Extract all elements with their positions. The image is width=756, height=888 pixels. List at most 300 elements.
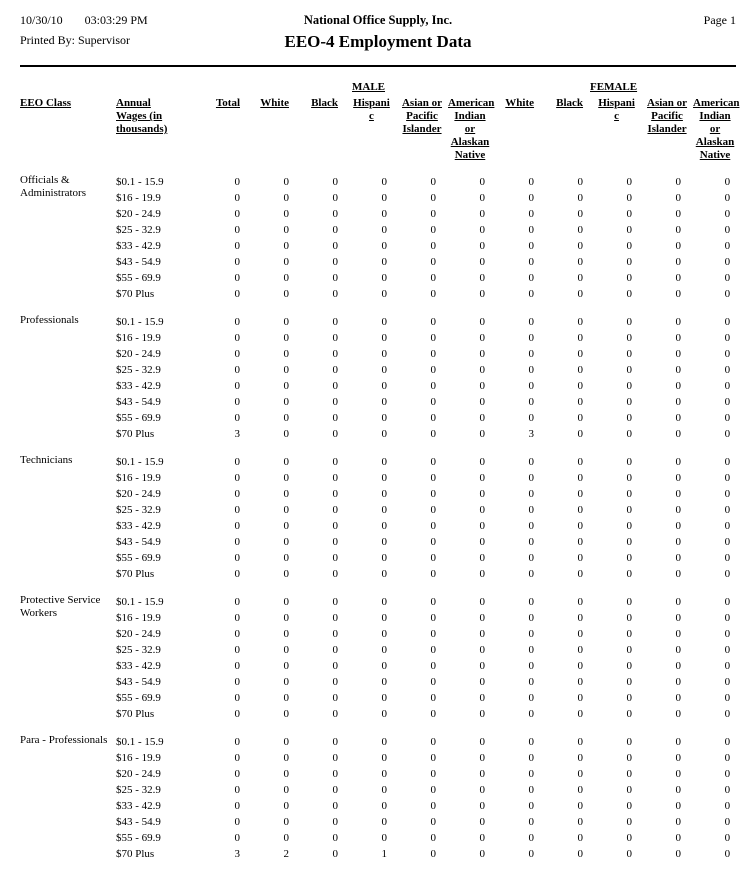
wage-band-cell: $33 - 42.9 [116, 520, 161, 532]
table-row [20, 782, 736, 798]
value-cell: 0 [479, 520, 486, 532]
value-cell: 0 [528, 364, 535, 376]
value-cell: 0 [283, 612, 289, 624]
value-cell: 0 [283, 208, 289, 220]
value-cell: 0 [430, 348, 436, 360]
eeo-class-cell: Technicians [20, 454, 73, 466]
value-cell: 0 [675, 332, 682, 344]
value-cell: 2 [283, 848, 289, 860]
value-cell: 0 [332, 536, 338, 548]
value-cell: 0 [332, 660, 338, 672]
value-cell: 0 [577, 428, 584, 440]
value-cell: 0 [283, 832, 289, 844]
value-cell: 0 [528, 752, 535, 764]
eeo-class-cell [20, 814, 116, 830]
value-cell: 0 [479, 348, 486, 360]
male-asian-pacific-header-label: Asian or Pacific Islander [401, 97, 443, 135]
value-cell: 0 [479, 536, 486, 548]
wage-band-cell: $70 Plus [116, 848, 155, 860]
value-cell: 0 [283, 536, 289, 548]
wage-band-cell: $55 - 69.9 [116, 552, 161, 564]
value-cell: 0 [675, 224, 682, 236]
value-cell: 0 [577, 644, 584, 656]
value-cell: 0 [381, 472, 387, 484]
wage-band-cell: $70 Plus [116, 428, 155, 440]
value-cell: 0 [724, 752, 731, 764]
value-cell: 0 [577, 316, 584, 328]
print-date: 10/30/10 [20, 13, 63, 27]
value-cell: 0 [724, 256, 731, 268]
value-cell: 0 [479, 396, 486, 408]
value-cell: 0 [332, 504, 338, 516]
value-cell: 0 [234, 472, 240, 484]
value-cell: 0 [430, 596, 436, 608]
value-cell: 0 [724, 316, 731, 328]
group-header-spacer [20, 81, 246, 97]
value-cell: 0 [675, 552, 682, 564]
value-cell: 0 [724, 612, 731, 624]
table-row [20, 642, 736, 658]
value-cell: 0 [234, 536, 240, 548]
value-cell: 0 [577, 380, 584, 392]
value-cell: 0 [626, 488, 633, 500]
value-cell: 0 [430, 676, 436, 688]
value-cell: 0 [283, 784, 289, 796]
value-cell: 0 [283, 192, 289, 204]
col-header-female-white [491, 97, 540, 174]
table-row [20, 722, 736, 750]
value-cell: 0 [724, 768, 731, 780]
value-cell: 0 [283, 660, 289, 672]
value-cell: 0 [234, 456, 240, 468]
value-cell: 0 [479, 316, 486, 328]
value-cell: 0 [724, 240, 731, 252]
value-cell: 0 [381, 816, 387, 828]
value-cell: 0 [479, 364, 486, 376]
value-cell: 0 [577, 272, 584, 284]
value-cell: 0 [332, 784, 338, 796]
value-cell: 0 [724, 332, 731, 344]
value-cell: 0 [332, 628, 338, 640]
value-cell: 0 [283, 628, 289, 640]
table-row [20, 222, 736, 238]
eeo-class-cell [20, 782, 116, 798]
value-cell: 0 [675, 752, 682, 764]
value-cell: 0 [675, 192, 682, 204]
female-group-label: FEMALE [590, 81, 638, 93]
value-cell: 0 [724, 488, 731, 500]
value-cell: 0 [283, 752, 289, 764]
value-cell: 0 [479, 176, 486, 188]
value-cell: 0 [528, 832, 535, 844]
wage-band-cell: $20 - 24.9 [116, 488, 161, 500]
value-cell: 0 [283, 504, 289, 516]
value-cell: 0 [479, 832, 486, 844]
value-cell: 0 [724, 784, 731, 796]
value-cell: 0 [479, 708, 486, 720]
table-row [20, 534, 736, 550]
value-cell: 0 [430, 708, 436, 720]
value-cell: 0 [381, 628, 387, 640]
value-cell: 0 [577, 208, 584, 220]
value-cell: 0 [479, 596, 486, 608]
value-cell: 0 [283, 676, 289, 688]
value-cell: 0 [381, 380, 387, 392]
value-cell: 0 [430, 752, 436, 764]
value-cell: 0 [675, 848, 682, 860]
value-cell: 0 [675, 536, 682, 548]
value-cell: 0 [675, 364, 682, 376]
value-cell: 0 [332, 240, 338, 252]
table-row [20, 330, 736, 346]
value-cell: 0 [332, 596, 338, 608]
value-cell: 0 [479, 552, 486, 564]
value-cell: 0 [528, 288, 535, 300]
value-cell: 0 [724, 832, 731, 844]
value-cell: 0 [626, 364, 633, 376]
value-cell: 0 [528, 692, 535, 704]
value-cell: 0 [577, 288, 584, 300]
eeo-class-cell [20, 378, 116, 394]
gender-group-header-row [20, 81, 736, 97]
wage-band-cell: $70 Plus [116, 288, 155, 300]
value-cell: 0 [479, 644, 486, 656]
value-cell: 0 [626, 800, 633, 812]
table-row [20, 270, 736, 286]
value-cell: 0 [724, 552, 731, 564]
value-cell: 0 [234, 176, 240, 188]
value-cell: 0 [381, 768, 387, 780]
value-cell: 0 [528, 768, 535, 780]
value-cell: 0 [577, 192, 584, 204]
col-header-annual-wages [116, 97, 204, 174]
value-cell: 0 [528, 848, 535, 860]
value-cell: 0 [234, 240, 240, 252]
value-cell: 0 [675, 208, 682, 220]
value-cell: 0 [381, 192, 387, 204]
value-cell: 0 [626, 832, 633, 844]
value-cell: 0 [430, 192, 436, 204]
value-cell: 0 [234, 660, 240, 672]
value-cell: 0 [479, 568, 486, 580]
table-row [20, 238, 736, 254]
eeo-class-cell [20, 766, 116, 782]
wage-band-cell: $0.1 - 15.9 [116, 736, 164, 748]
value-cell: 0 [528, 176, 535, 188]
value-cell: 0 [381, 644, 387, 656]
value-cell: 0 [626, 240, 633, 252]
eeo-class-cell [20, 426, 116, 442]
eeo-class-cell: Officials & Administrators [20, 174, 86, 199]
value-cell: 0 [724, 224, 731, 236]
value-cell: 0 [577, 412, 584, 424]
eeo-class-cell [20, 206, 116, 222]
value-cell: 0 [479, 612, 486, 624]
eeo-class-cell [20, 346, 116, 362]
value-cell: 0 [528, 504, 535, 516]
value-cell: 0 [479, 692, 486, 704]
value-cell: 0 [528, 316, 535, 328]
female-asian-pacific-header-label: Asian or Pacific Islander [647, 97, 688, 135]
col-header-total [204, 97, 246, 174]
value-cell: 0 [234, 504, 240, 516]
col-header-male-asian-pacific [393, 97, 442, 174]
eeo-class-cell: Para - Professionals [20, 734, 108, 746]
wage-band-cell: $0.1 - 15.9 [116, 456, 164, 468]
value-cell: 0 [332, 348, 338, 360]
value-cell: 0 [283, 240, 289, 252]
eeo-class-cell [20, 330, 116, 346]
value-cell: 0 [626, 316, 633, 328]
value-cell: 0 [528, 208, 535, 220]
eeo-class-cell [20, 270, 116, 286]
value-cell: 0 [381, 784, 387, 796]
value-cell: 0 [479, 676, 486, 688]
value-cell: 0 [675, 800, 682, 812]
value-cell: 0 [577, 832, 584, 844]
wage-band-cell: $20 - 24.9 [116, 628, 161, 640]
value-cell: 0 [234, 288, 240, 300]
value-cell: 0 [234, 552, 240, 564]
male-group-header [246, 81, 491, 97]
value-cell: 0 [528, 256, 535, 268]
value-cell: 0 [577, 552, 584, 564]
value-cell: 0 [381, 288, 387, 300]
value-cell: 0 [479, 800, 486, 812]
value-cell: 0 [234, 488, 240, 500]
value-cell: 0 [430, 568, 436, 580]
report-title: EEO-4 Employment Data [284, 32, 472, 51]
value-cell: 0 [626, 472, 633, 484]
value-cell: 0 [724, 176, 731, 188]
eeo-class-cell [20, 550, 116, 566]
value-cell: 0 [332, 832, 338, 844]
eeo-class-cell [20, 750, 116, 766]
value-cell: 0 [577, 708, 584, 720]
value-cell: 0 [724, 208, 731, 220]
value-cell: 0 [577, 816, 584, 828]
eeo-class-cell [20, 518, 116, 534]
value-cell: 0 [234, 348, 240, 360]
value-cell: 0 [430, 536, 436, 548]
value-cell: 0 [626, 628, 633, 640]
value-cell: 0 [626, 596, 633, 608]
wage-band-cell: $55 - 69.9 [116, 412, 161, 424]
value-cell: 0 [430, 520, 436, 532]
value-cell: 0 [626, 848, 633, 860]
value-cell: 0 [528, 536, 535, 548]
value-cell: 0 [430, 380, 436, 392]
value-cell: 0 [430, 364, 436, 376]
value-cell: 0 [577, 488, 584, 500]
col-header-eeo-class [20, 97, 116, 174]
eeo-class-cell [20, 502, 116, 518]
value-cell: 0 [724, 596, 731, 608]
value-cell: 0 [381, 224, 387, 236]
value-cell: 0 [479, 256, 486, 268]
value-cell: 0 [430, 504, 436, 516]
value-cell: 0 [234, 412, 240, 424]
report-header [20, 12, 736, 58]
value-cell: 0 [430, 316, 436, 328]
value-cell: 0 [283, 428, 289, 440]
value-cell: 0 [675, 816, 682, 828]
value-cell: 0 [234, 256, 240, 268]
value-cell: 0 [528, 380, 535, 392]
value-cell: 0 [528, 456, 535, 468]
female-hispanic-header-label: Hispanic [598, 97, 635, 122]
value-cell: 0 [332, 800, 338, 812]
value-cell: 0 [332, 288, 338, 300]
value-cell: 0 [724, 380, 731, 392]
value-cell: 0 [528, 348, 535, 360]
value-cell: 0 [234, 596, 240, 608]
value-cell: 0 [234, 520, 240, 532]
eeo-class-header-label: EEO Class [20, 97, 72, 109]
value-cell: 0 [626, 456, 633, 468]
value-cell: 0 [234, 316, 240, 328]
col-header-female-hispanic [589, 97, 638, 174]
value-cell: 0 [332, 520, 338, 532]
value-cell: 0 [332, 692, 338, 704]
female-black-header-label: Black [556, 97, 584, 109]
value-cell: 0 [528, 472, 535, 484]
value-cell: 0 [332, 552, 338, 564]
value-cell: 0 [626, 752, 633, 764]
value-cell: 0 [430, 288, 436, 300]
wage-band-cell: $16 - 19.9 [116, 752, 161, 764]
value-cell: 0 [528, 644, 535, 656]
col-header-female-american-indian [687, 97, 740, 174]
eeo-class-cell [20, 566, 116, 582]
value-cell: 0 [479, 472, 486, 484]
wage-band-cell: $70 Plus [116, 708, 155, 720]
value-cell: 0 [479, 412, 486, 424]
value-cell: 0 [430, 800, 436, 812]
table-row [20, 750, 736, 766]
table-body [20, 174, 736, 862]
value-cell: 0 [479, 456, 486, 468]
value-cell: 0 [675, 348, 682, 360]
value-cell: 0 [283, 816, 289, 828]
value-cell: 0 [577, 676, 584, 688]
value-cell: 0 [430, 224, 436, 236]
table-row [20, 486, 736, 502]
value-cell: 0 [381, 364, 387, 376]
value-cell: 0 [234, 644, 240, 656]
value-cell: 0 [675, 644, 682, 656]
eeo-class-cell [20, 362, 116, 378]
value-cell: 0 [724, 660, 731, 672]
value-cell: 0 [283, 472, 289, 484]
value-cell: 0 [675, 488, 682, 500]
value-cell: 0 [234, 708, 240, 720]
value-cell: 0 [724, 736, 731, 748]
table-row [20, 394, 736, 410]
value-cell: 0 [528, 816, 535, 828]
eeo-class-cell [20, 610, 116, 626]
value-cell: 0 [528, 332, 535, 344]
table-row [20, 502, 736, 518]
wage-band-cell: $25 - 32.9 [116, 224, 161, 236]
table-row [20, 174, 736, 190]
value-cell: 0 [626, 396, 633, 408]
value-cell: 0 [626, 332, 633, 344]
value-cell: 0 [283, 692, 289, 704]
value-cell: 0 [283, 708, 289, 720]
wage-band-cell: $43 - 54.9 [116, 256, 161, 268]
value-cell: 0 [381, 692, 387, 704]
col-header-female-black [540, 97, 589, 174]
value-cell: 0 [381, 736, 387, 748]
page-number: Page 1 [703, 13, 736, 27]
value-cell: 0 [724, 348, 731, 360]
col-header-male-american-indian [442, 97, 495, 174]
eeo4-table [20, 81, 740, 862]
value-cell: 0 [724, 456, 731, 468]
value-cell: 0 [430, 692, 436, 704]
value-cell: 0 [675, 472, 682, 484]
value-cell: 0 [724, 708, 731, 720]
value-cell: 0 [675, 288, 682, 300]
wage-band-cell: $0.1 - 15.9 [116, 176, 164, 188]
value-cell: 0 [675, 256, 682, 268]
value-cell: 0 [724, 364, 731, 376]
value-cell: 0 [234, 628, 240, 640]
value-cell: 0 [626, 708, 633, 720]
value-cell: 0 [479, 332, 486, 344]
value-cell: 0 [675, 380, 682, 392]
value-cell: 0 [626, 208, 633, 220]
value-cell: 0 [626, 428, 633, 440]
value-cell: 0 [381, 596, 387, 608]
value-cell: 0 [381, 396, 387, 408]
value-cell: 0 [332, 676, 338, 688]
value-cell: 0 [283, 768, 289, 780]
table-row [20, 690, 736, 706]
value-cell: 0 [577, 568, 584, 580]
wage-band-cell: $33 - 42.9 [116, 380, 161, 392]
value-cell: 0 [332, 364, 338, 376]
value-cell: 0 [479, 272, 486, 284]
wage-band-cell: $33 - 42.9 [116, 660, 161, 672]
value-cell: 0 [577, 800, 584, 812]
value-cell: 0 [283, 800, 289, 812]
value-cell: 0 [332, 456, 338, 468]
value-cell: 0 [332, 848, 338, 860]
value-cell: 0 [577, 224, 584, 236]
value-cell: 0 [234, 612, 240, 624]
wage-band-cell: $0.1 - 15.9 [116, 316, 164, 328]
value-cell: 0 [283, 380, 289, 392]
value-cell: 0 [283, 272, 289, 284]
value-cell: 0 [626, 692, 633, 704]
value-cell: 0 [381, 456, 387, 468]
value-cell: 0 [381, 504, 387, 516]
value-cell: 0 [577, 456, 584, 468]
col-header-male-white [246, 97, 295, 174]
eeo-class-cell: Protective Service Workers [20, 594, 101, 619]
value-cell: 0 [626, 504, 633, 516]
wage-band-cell: $20 - 24.9 [116, 208, 161, 220]
value-cell: 0 [724, 192, 731, 204]
value-cell: 0 [675, 660, 682, 672]
value-cell: 0 [332, 176, 338, 188]
value-cell: 0 [234, 692, 240, 704]
value-cell: 0 [577, 628, 584, 640]
value-cell: 0 [283, 256, 289, 268]
value-cell: 0 [381, 208, 387, 220]
